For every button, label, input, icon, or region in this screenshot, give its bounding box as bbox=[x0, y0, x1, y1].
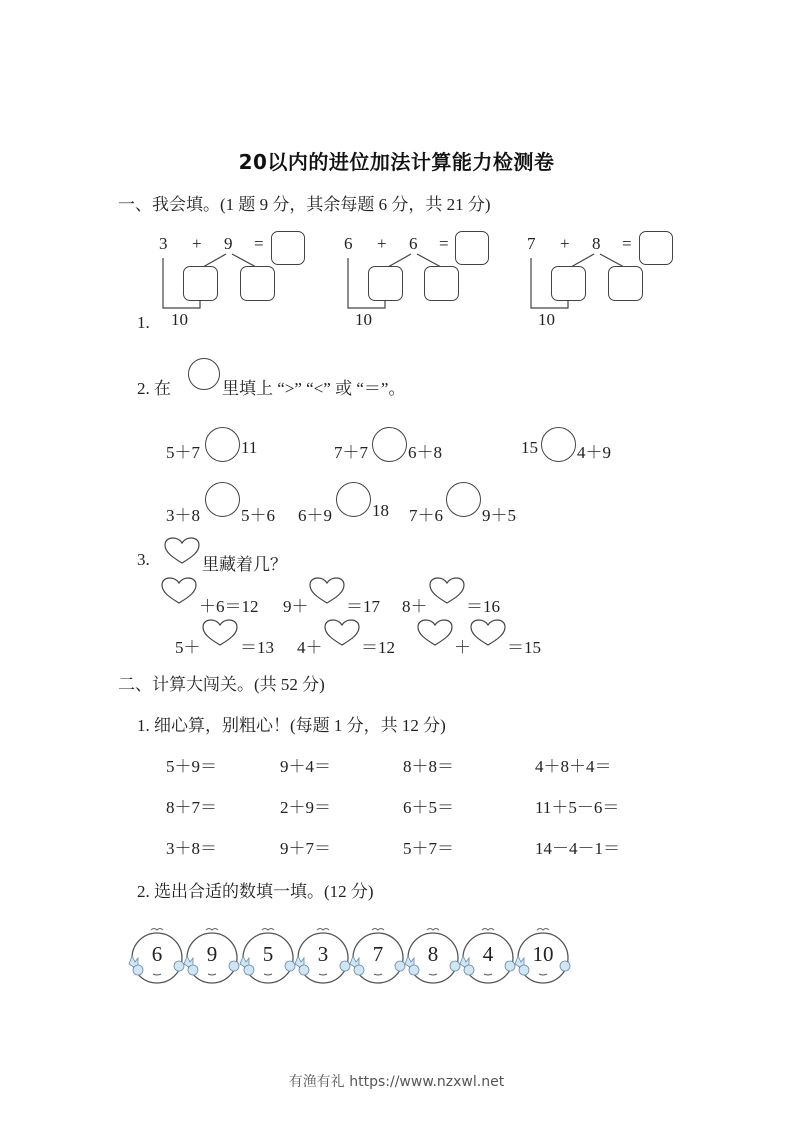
addend-b: 9 bbox=[224, 234, 233, 253]
face-number: 9 bbox=[206, 942, 218, 966]
calc-item: 5＋9＝ bbox=[166, 757, 217, 776]
compare-right: 4＋9 bbox=[577, 443, 611, 462]
equals-sign: = bbox=[254, 234, 264, 253]
heart-eq-before: 9＋ bbox=[283, 597, 309, 616]
heart-icon bbox=[164, 537, 200, 565]
number-face bbox=[513, 924, 573, 988]
compare-left: 7＋6 bbox=[409, 506, 443, 525]
calc-item: 3＋8＝ bbox=[166, 839, 217, 858]
answer-box[interactable] bbox=[271, 231, 305, 265]
addend-a: 3 bbox=[159, 234, 168, 253]
number-face bbox=[293, 924, 353, 988]
split-box-right[interactable] bbox=[240, 266, 275, 301]
number-face bbox=[458, 924, 518, 988]
answer-box[interactable] bbox=[455, 231, 489, 265]
s2-q2-heading: 2. 选出合适的数填一填。(12 分) bbox=[137, 882, 374, 901]
compare-right: 5＋6 bbox=[241, 506, 275, 525]
heart-eq-before: 8＋ bbox=[402, 597, 428, 616]
plus-sign: + bbox=[560, 234, 570, 253]
heart-eq-after: ＝15 bbox=[507, 638, 541, 657]
compare-right: 11 bbox=[241, 438, 258, 457]
heart-eq-after: ＝17 bbox=[346, 597, 380, 616]
face-number: 8 bbox=[427, 942, 439, 966]
compare-left: 7＋7 bbox=[334, 443, 368, 462]
heart-blank[interactable] bbox=[417, 619, 453, 647]
equals-sign: = bbox=[439, 234, 449, 253]
footer-watermark: 有渔有礼 https://www.nzxwl.net bbox=[288, 1074, 505, 1090]
heart-eq-before: 4＋ bbox=[297, 638, 323, 657]
compare-circle[interactable] bbox=[205, 427, 240, 462]
number-face bbox=[238, 924, 298, 988]
section2-heading: 二、计算大闯关。(共 52 分) bbox=[118, 675, 325, 694]
heart-blank[interactable] bbox=[309, 577, 345, 605]
calc-item: 11＋5－6＝ bbox=[535, 798, 620, 817]
split-lines bbox=[0, 0, 1, 1]
heart-eq-after: ＋6＝12 bbox=[199, 597, 259, 616]
face-number: 4 bbox=[482, 942, 494, 966]
ten-label: 10 bbox=[355, 310, 372, 329]
compare-left: 5＋7 bbox=[166, 443, 200, 462]
heart-eq-before: 5＋ bbox=[175, 638, 201, 657]
number-face bbox=[127, 924, 187, 988]
heart-eq-middle: ＋ bbox=[454, 638, 471, 657]
ten-label: 10 bbox=[171, 310, 188, 329]
addend-b: 6 bbox=[409, 234, 418, 253]
answer-box[interactable] bbox=[639, 231, 673, 265]
split-box-right[interactable] bbox=[608, 266, 643, 301]
split-box-left[interactable] bbox=[183, 266, 218, 301]
calc-item: 14－4－1＝ bbox=[535, 839, 620, 858]
addend-a: 6 bbox=[344, 234, 353, 253]
ten-label: 10 bbox=[538, 310, 555, 329]
compare-right: 18 bbox=[372, 501, 389, 520]
addend-a: 7 bbox=[527, 234, 536, 253]
compare-circle[interactable] bbox=[372, 427, 407, 462]
heart-blank[interactable] bbox=[429, 577, 465, 605]
face-number: 7 bbox=[372, 942, 384, 966]
compare-circle[interactable] bbox=[446, 482, 481, 517]
equals-sign: = bbox=[622, 234, 632, 253]
calc-item: 5＋7＝ bbox=[403, 839, 454, 858]
addend-b: 8 bbox=[592, 234, 601, 253]
compare-circle[interactable] bbox=[336, 482, 371, 517]
plus-sign: + bbox=[377, 234, 387, 253]
compare-right: 6＋8 bbox=[408, 443, 442, 462]
number-face bbox=[403, 924, 463, 988]
calc-item: 8＋8＝ bbox=[403, 757, 454, 776]
circle-icon bbox=[188, 358, 220, 390]
heart-blank[interactable] bbox=[324, 619, 360, 647]
calc-item: 2＋9＝ bbox=[280, 798, 331, 817]
heart-blank[interactable] bbox=[470, 619, 506, 647]
compare-right: 9＋5 bbox=[482, 506, 516, 525]
q2-prefix: 2. 在 bbox=[137, 379, 171, 398]
calc-item: 9＋4＝ bbox=[280, 757, 331, 776]
split-box-left[interactable] bbox=[368, 266, 403, 301]
compare-circle[interactable] bbox=[205, 482, 240, 517]
q2-suffix: 里填上 “>” “<” 或 “＝”。 bbox=[222, 379, 406, 398]
number-face bbox=[182, 924, 242, 988]
q3-prefix: 3. bbox=[137, 550, 150, 569]
face-number: 5 bbox=[262, 942, 274, 966]
split-box-right[interactable] bbox=[424, 266, 459, 301]
compare-left: 3＋8 bbox=[166, 506, 200, 525]
heart-eq-after: ＝16 bbox=[466, 597, 500, 616]
heart-blank[interactable] bbox=[161, 577, 197, 605]
compare-left: 6＋9 bbox=[298, 506, 332, 525]
face-number: 3 bbox=[317, 942, 329, 966]
q1-number: 1. bbox=[137, 313, 150, 332]
q3-suffix: 里藏着几？ bbox=[202, 555, 287, 574]
heart-blank[interactable] bbox=[202, 619, 238, 647]
face-number: 6 bbox=[151, 942, 163, 966]
calc-item: 4＋8＋4＝ bbox=[535, 757, 612, 776]
face-number: 10 bbox=[532, 942, 554, 966]
s2-q1-heading: 1. 细心算，别粗心！(每题 1 分，共 12 分) bbox=[137, 716, 446, 735]
calc-item: 6＋5＝ bbox=[403, 798, 454, 817]
heart-eq-after: ＝13 bbox=[240, 638, 274, 657]
heart-eq-after: ＝12 bbox=[361, 638, 395, 657]
calc-item: 9＋7＝ bbox=[280, 839, 331, 858]
number-face bbox=[348, 924, 408, 988]
section1-heading: 一、我会填。(1 题 9 分，其余每题 6 分，共 21 分) bbox=[118, 195, 491, 214]
plus-sign: + bbox=[192, 234, 202, 253]
page-title: 20以内的进位加法计算能力检测卷 bbox=[238, 150, 555, 174]
compare-circle[interactable] bbox=[541, 427, 576, 462]
compare-left: 15 bbox=[521, 438, 538, 457]
calc-item: 8＋7＝ bbox=[166, 798, 217, 817]
split-box-left[interactable] bbox=[551, 266, 586, 301]
